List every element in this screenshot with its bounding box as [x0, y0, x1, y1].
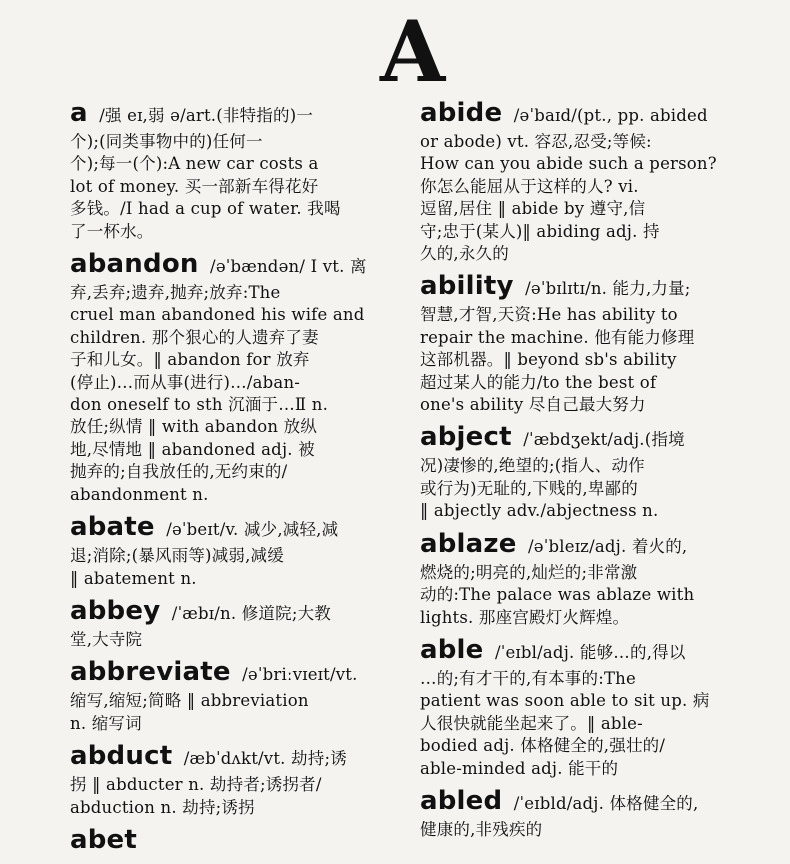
- page-letter: A: [380, 2, 446, 101]
- entry-first-line: [420, 98, 742, 131]
- headword: abled: [420, 785, 503, 816]
- definition-line: 或行为)无耻的,下贱的,卑鄙的: [420, 478, 638, 498]
- definition-line: 况)凄惨的,绝望的;(指人、动作: [420, 456, 645, 476]
- entry-first-line: [420, 786, 742, 819]
- definition-text: /əˈbændən/ Ⅰ vt. 离: [204, 257, 367, 277]
- headword: abide: [420, 98, 503, 128]
- entry-first-line: [420, 635, 742, 668]
- dictionary-entry: [420, 422, 742, 522]
- headword: a: [70, 98, 88, 128]
- definition-line: 堂,大寺院: [70, 629, 143, 649]
- dictionary-entry: [70, 98, 400, 243]
- definition-text: /əˈbɪlɪtɪ/n. 能力,力量;: [519, 279, 691, 299]
- dictionary-entry: [420, 98, 742, 265]
- definition-text: /ˈeɪbld/adj. 体格健全的,: [508, 793, 699, 813]
- definition-line: repair the machine. 他有能力修理: [420, 327, 695, 347]
- definition-line: 逗留,居住 ‖ abide by 遵守,信: [420, 199, 646, 219]
- definition-line: …的;有才干的,有本事的:The: [420, 668, 636, 688]
- dictionary-entry: [70, 657, 400, 735]
- definition-line: 地,尽情地 ‖ abandoned adj. 被: [70, 439, 315, 459]
- headword: ablaze: [420, 528, 517, 559]
- headword: able: [420, 634, 484, 665]
- definition-text: /强 eɪ,弱 ə/art.(非特指的)一: [93, 106, 314, 125]
- definition-line: 守;忠于(某人)‖ abiding adj. 持: [420, 221, 660, 241]
- entry-first-line: [70, 596, 400, 629]
- definition-line: patient was soon able to sit up. 病: [420, 691, 710, 711]
- entry-first-line: [70, 657, 400, 690]
- definition-line: 健康的,非残疾的: [420, 819, 543, 839]
- definition-line: 抛弃的;自我放任的,无约束的/: [70, 462, 288, 482]
- definition-line: cruel man abandoned his wife and: [70, 305, 365, 325]
- headword: abandon: [70, 249, 199, 280]
- headword: abduct: [70, 741, 173, 772]
- headword: abate: [70, 512, 155, 543]
- entry-first-line: [70, 512, 400, 545]
- definition-line: don oneself to sth 沉湎于…Ⅱ n.: [70, 395, 329, 415]
- definition-line: 子和儿女。‖ abandon for 放弃: [70, 350, 310, 370]
- definition-line: 退;消除;(暴风雨等)减弱,减缓: [70, 546, 284, 566]
- definition-line: able-minded adj. 能干的: [420, 758, 619, 778]
- entry-first-line: [420, 271, 742, 304]
- dictionary-entry: [70, 512, 400, 590]
- entry-first-line: [420, 529, 742, 562]
- definition-line: 智慧,才智,天资:He has ability to: [420, 305, 678, 325]
- headword: abet: [70, 824, 138, 855]
- definition-line: 缩写,缩短;简略 ‖ abbreviation: [70, 691, 309, 711]
- definition-text: /æbˈdʌkt/vt. 劫持;诱: [178, 749, 347, 769]
- dictionary-entry: [70, 825, 400, 858]
- dictionary-column-left: [70, 98, 400, 864]
- definition-line: 个);(同类事物中的)任何一: [70, 132, 263, 151]
- definition-line: abandonment n.: [70, 484, 209, 504]
- dictionary-entry: [70, 741, 400, 819]
- definition-line: 放任;纵情 ‖ with abandon 放纵: [70, 417, 318, 437]
- definition-line: 动的:The palace was ablaze with: [420, 585, 695, 605]
- definition-text: /ˈeɪbl/adj. 能够…的,得以: [489, 642, 686, 662]
- definition-line: How can you abide such a person?: [420, 154, 717, 174]
- definition-text: /əˈbaɪd/(pt., pp. abided: [508, 106, 708, 125]
- definition-text: /ˈæbɪ/n. 修道院;大教: [166, 603, 331, 623]
- entry-first-line: [420, 422, 742, 455]
- definition-line: (停止)…而从事(进行)…/aban-: [70, 372, 301, 392]
- entry-first-line: [70, 249, 400, 282]
- definition-text: /ˈæbdʒekt/adj.(指境: [517, 430, 685, 450]
- headword: ability: [420, 271, 514, 302]
- definition-text: /əˈbleɪz/adj. 着火的,: [522, 536, 688, 556]
- dictionary-entry: [420, 271, 742, 416]
- definition-line: 燃烧的;明亮的,灿烂的;非常激: [420, 562, 638, 582]
- definition-line: ‖ abatement n.: [70, 568, 197, 588]
- definition-line: or abode) vt. 容忍,忍受;等候:: [420, 132, 652, 151]
- definition-line: 人很快就能坐起来了。‖ able-: [420, 713, 643, 733]
- entry-first-line: [70, 741, 400, 774]
- headword: abbreviate: [70, 657, 231, 688]
- dictionary-entry: [420, 635, 742, 780]
- definition-line: children. 那个狠心的人遗弃了妻: [70, 327, 319, 347]
- entry-first-line: [70, 98, 400, 131]
- definition-line: 拐 ‖ abducter n. 劫持者;诱拐者/: [70, 775, 322, 795]
- definition-line: 久的,永久的: [420, 244, 509, 264]
- dictionary-column-right: [420, 98, 742, 847]
- dictionary-entry: [70, 249, 400, 506]
- definition-line: 了一杯水。: [70, 221, 154, 241]
- definition-line: bodied adj. 体格健全的,强壮的/: [420, 736, 666, 756]
- definition-text: /əˈbriːvɪeɪt/vt.: [236, 665, 358, 685]
- headword: abject: [420, 422, 512, 453]
- definition-line: abduction n. 劫持;诱拐: [70, 797, 255, 817]
- dictionary-entry: [70, 596, 400, 651]
- definition-line: n. 缩写词: [70, 713, 142, 733]
- definition-text: /əˈbeɪt/v. 减少,减轻,减: [160, 520, 339, 540]
- definition-line: ‖ abjectly adv./abjectness n.: [420, 501, 659, 521]
- entry-first-line: [70, 825, 400, 858]
- definition-line: lot of money. 买一部新车得花好: [70, 176, 319, 196]
- definition-line: 个);每一(个):A new car costs a: [70, 154, 319, 174]
- definition-line: 这部机器。‖ beyond sb's ability: [420, 350, 677, 370]
- definition-line: lights. 那座宫殿灯火辉煌。: [420, 607, 630, 627]
- dictionary-entry: [420, 529, 742, 629]
- definition-line: one's ability 尽自己最大努力: [420, 395, 646, 415]
- definition-line: 你怎么能屈从于这样的人? vi.: [420, 176, 639, 196]
- definition-line: 多钱。/I had a cup of water. 我喝: [70, 199, 341, 219]
- definition-line: 弃,丢弃;遗弃,抛弃;放弃:The: [70, 283, 281, 303]
- headword: abbey: [70, 595, 161, 626]
- definition-line: 超过某人的能力/to the best of: [420, 372, 657, 392]
- dictionary-entry: [420, 786, 742, 841]
